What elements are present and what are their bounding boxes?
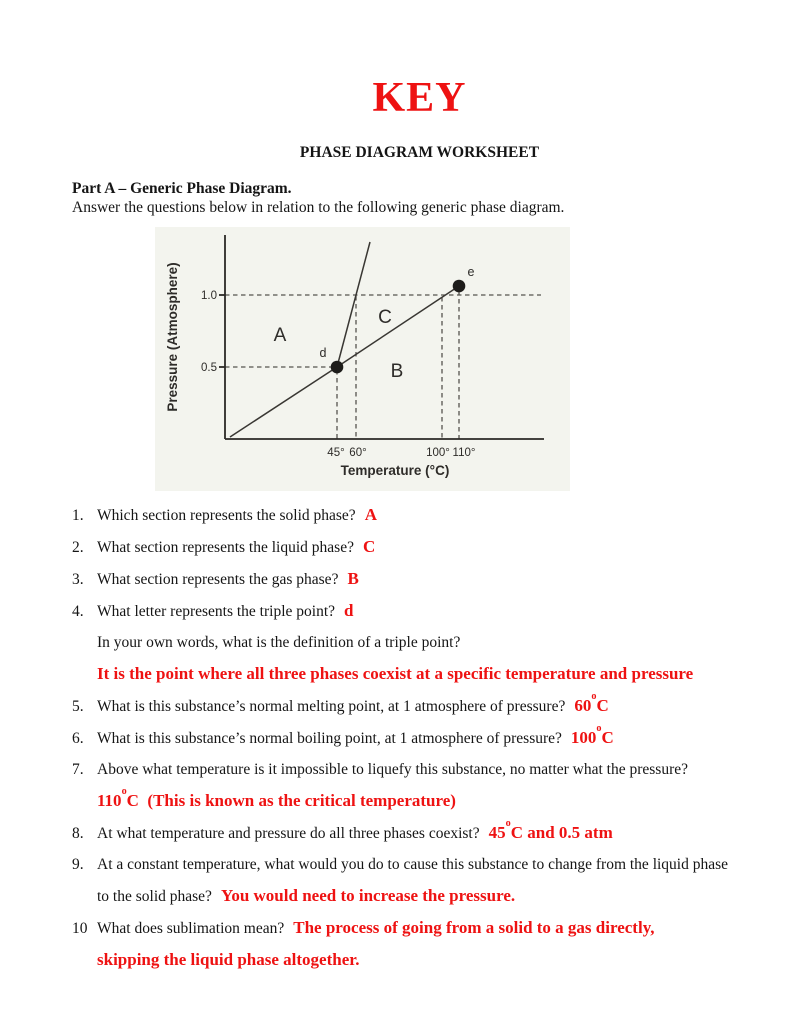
critical-point-dot xyxy=(453,280,466,293)
question-text: to the solid phase? xyxy=(97,888,212,906)
answer-text: The process of going from a solid to a gas directly, xyxy=(293,918,655,938)
answer-text: 110$^o$C (This is known as the critical temperature) xyxy=(97,786,456,811)
key-heading: KEY xyxy=(372,75,467,121)
question-row xyxy=(72,760,767,779)
region-label-gas: B xyxy=(390,361,404,383)
question-text: In your own words, what is the definition of a triple point? xyxy=(97,634,461,652)
question-text: What section represents the liquid phase? xyxy=(97,539,354,557)
answer-text: A xyxy=(364,505,377,525)
question-continuation xyxy=(72,886,767,906)
question-text: What is this substance’s normal melting point, at 1 atmosphere of pressure? xyxy=(97,698,566,716)
x-axis-label: Temperature (°C) xyxy=(340,463,450,479)
question-row xyxy=(72,505,767,525)
y-tick-label-1atm: 1.0 xyxy=(201,290,217,303)
y-tick-label-05atm: 0.5 xyxy=(201,362,217,375)
question-number: 6. xyxy=(72,730,84,748)
degree-superscript: o xyxy=(121,786,127,798)
degree-superscript: o xyxy=(591,691,597,703)
part-a-heading: Part A – Generic Phase Diagram. xyxy=(72,180,292,198)
question-text: Above what temperature is it impossible to liquefy this substance, no matter what the pressure? xyxy=(97,761,689,779)
critical-point-label: e xyxy=(467,265,475,280)
question-row xyxy=(72,569,767,589)
y-axis-label: Pressure (Atmosphere) xyxy=(165,262,180,412)
x-tick-label-60: 60° xyxy=(349,447,367,460)
question-number: 3. xyxy=(72,571,84,589)
x-tick-label-100: 100° xyxy=(426,447,450,460)
answer-text: B xyxy=(347,569,359,589)
question-number: 9. xyxy=(72,856,84,874)
question-text: What section represents the gas phase? xyxy=(97,571,339,589)
answer-text: d xyxy=(344,601,354,621)
question-number: 1. xyxy=(72,507,84,525)
question-text: What does sublimation mean? xyxy=(97,920,285,938)
question-number: 8. xyxy=(72,825,84,843)
question-text: At a constant temperature, what would you do to cause this substance to change from the liquid phase xyxy=(97,856,729,874)
answer-text: You would need to increase the pressure. xyxy=(220,886,516,906)
question-row xyxy=(72,691,767,716)
question-row xyxy=(72,537,767,557)
phase-diagram-svg xyxy=(155,227,570,491)
question-number: 5. xyxy=(72,698,84,716)
degree-superscript: o xyxy=(596,723,602,735)
question-text: Which section represents the solid phase? xyxy=(97,507,356,525)
question-continuation xyxy=(72,633,767,652)
answer-text: skipping the liquid phase altogether. xyxy=(97,950,360,970)
region-label-solid: A xyxy=(273,325,287,347)
answer-text: C xyxy=(362,537,376,557)
question-continuation xyxy=(72,664,767,684)
question-number: 4. xyxy=(72,603,84,621)
answer-text: 60$^o$C xyxy=(574,691,609,716)
part-a-instructions: Answer the questions below in relation to the following generic phase diagram. xyxy=(72,199,565,217)
degree-superscript: o xyxy=(505,818,511,830)
question-row xyxy=(72,723,767,748)
question-text: What is this substance’s normal boiling point, at 1 atmosphere of pressure? xyxy=(97,730,562,748)
region-label-liquid: C xyxy=(378,307,392,329)
question-number: 2. xyxy=(72,539,84,557)
question-row xyxy=(72,818,767,843)
answer-text: 45$^o$C and 0.5 atm xyxy=(488,818,613,843)
question-row xyxy=(72,855,767,874)
answer-text: It is the point where all three phases coexist at a specific temperature and pressure xyxy=(97,664,694,684)
question-number: 10 xyxy=(72,920,88,938)
question-number: 7. xyxy=(72,761,84,779)
worksheet-title: PHASE DIAGRAM WORKSHEET xyxy=(299,144,540,162)
triple-point-label: d xyxy=(319,346,327,361)
x-tick-label-110: 110° xyxy=(452,447,476,460)
phase-diagram-figure xyxy=(155,227,570,491)
answer-text: 100$^o$C xyxy=(570,723,614,748)
question-continuation xyxy=(72,786,767,811)
question-continuation xyxy=(72,950,767,970)
question-text: What letter represents the triple point? xyxy=(97,603,336,621)
triple-point-dot xyxy=(331,361,344,374)
question-text: At what temperature and pressure do all three phases coexist? xyxy=(97,825,480,843)
question-row xyxy=(72,918,767,938)
question-row xyxy=(72,601,767,621)
question-list xyxy=(72,505,767,970)
x-tick-label-45: 45° xyxy=(327,447,345,460)
